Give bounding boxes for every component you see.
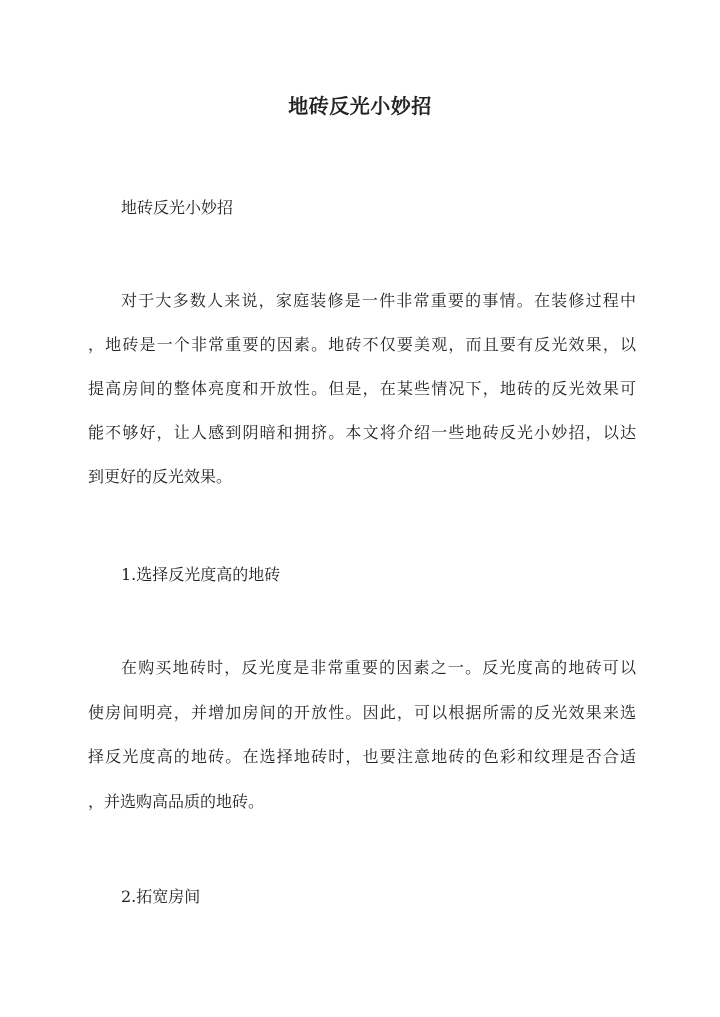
section1-line: ，并选购高品质的地砖。 — [88, 792, 265, 811]
section1-line: 择反光度高的地砖。在选择地砖时，也要注意地砖的色彩和纹理是否合适 — [88, 747, 636, 766]
document-title: 地砖反光小妙招 — [288, 94, 432, 118]
section1-line: 使房间明亮，并增加房间的开放性。因此，可以根据所需的反光效果来选 — [88, 703, 636, 722]
intro-line: 提高房间的整体亮度和开放性。但是，在某些情况下，地砖的反光效果可 — [88, 379, 636, 398]
subtitle: 地砖反光小妙招 — [121, 198, 234, 217]
intro-line: 对于大多数人来说，家庭装修是一件非常重要的事情。在装修过程中 — [121, 291, 636, 310]
intro-line: 能不够好，让人感到阴暗和拥挤。本文将介绍一些地砖反光小妙招，以达 — [88, 423, 636, 442]
intro-line: ，地砖是一个非常重要的因素。地砖不仅要美观，而且要有反光效果，以 — [88, 335, 636, 354]
intro-line: 到更好的反光效果。 — [88, 467, 233, 486]
section-heading-2: 2.拓宽房间 — [121, 887, 201, 906]
section-heading-1: 1.选择反光度高的地砖 — [121, 565, 281, 584]
section1-line: 在购买地砖时，反光度是非常重要的因素之一。反光度高的地砖可以 — [121, 658, 636, 677]
